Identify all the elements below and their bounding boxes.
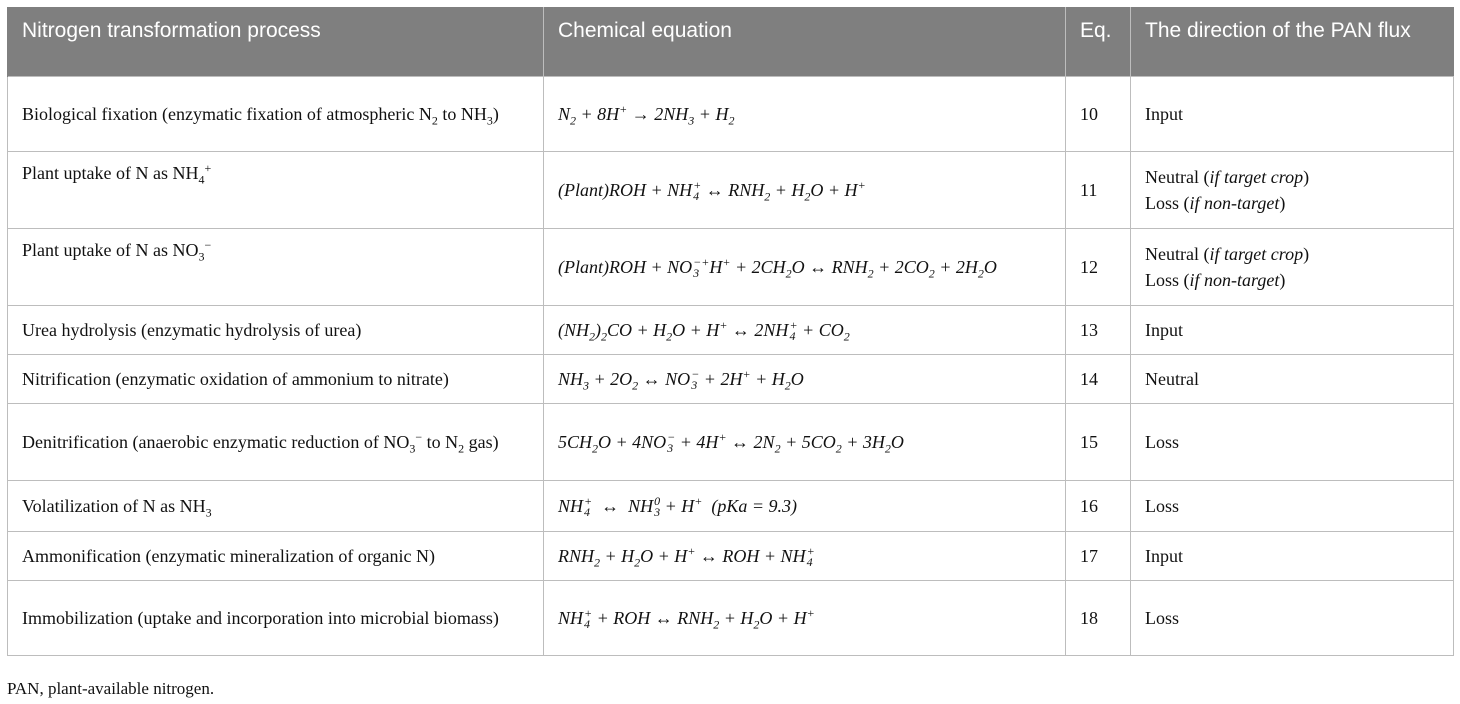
direction-cell: Neutral (if target crop) Loss (if non-target) (1131, 228, 1454, 305)
eq-number-cell: 17 (1066, 531, 1131, 580)
header-equation: Chemical equation (544, 7, 1066, 76)
direction-cell: Neutral (1131, 354, 1454, 403)
table-row (8, 151, 1454, 228)
header-eq-number: Eq. (1066, 7, 1131, 76)
equation-cell: NH + 4 ↔ NH 0 3 + H+ (pKa = 9.3) (544, 480, 1066, 531)
table-header-row (8, 7, 1454, 76)
direction-cell: Loss (1131, 480, 1454, 531)
process-cell: Plant uptake of N as $NO_3^-$ (8, 228, 544, 305)
nitrogen-transformation-table (7, 7, 1454, 656)
equation-cell: (Plant)ROH + NO −+ 3 $H^+ + 2CH_2O$ ↔ $RNH_2 + 2CO_2 + 2H_2O$ (544, 228, 1066, 305)
direction-cell: Input (1131, 305, 1454, 354)
table-row (8, 305, 1454, 354)
direction-cell: Loss (1131, 580, 1454, 655)
equation-cell: $N_2 + 8H^+ \to 2NH_3 + H_2$ (544, 76, 1066, 151)
process-cell: Volatilization of N as $NH_3$ (8, 480, 544, 531)
eq-number-cell: 15 (1066, 403, 1131, 480)
direction-cell: Loss (1131, 403, 1454, 480)
equation-cell: $5CH_2O + 4NO$ − 3 + 4H+ ↔ $2N_2 + 5CO_2 + 3H_2O$ (544, 403, 1066, 480)
table-footnote: PAN, plant-available nitrogen. (7, 679, 215, 698)
eq-number-cell: 11 (1066, 151, 1131, 228)
table-row (8, 480, 1454, 531)
process-cell: Nitrification (enzymatic oxidation of ammonium to nitrate) (8, 354, 544, 403)
eq-number-cell: 13 (1066, 305, 1131, 354)
header-direction: The direction of the PAN flux (1131, 7, 1454, 76)
direction-cell: Neutral (if target crop) Loss (if non-target) (1131, 151, 1454, 228)
eq-number-cell: 10 (1066, 76, 1131, 151)
header-process: Nitrogen transformation process (8, 7, 544, 76)
table-row (8, 76, 1454, 151)
eq-number-cell: 14 (1066, 354, 1131, 403)
eq-number-cell: 12 (1066, 228, 1131, 305)
process-cell: Urea hydrolysis (enzymatic hydrolysis of urea) (8, 305, 544, 354)
direction-cell: Input (1131, 531, 1454, 580)
equation-cell: $(NH_2)_2CO + H_2O + H^+$ ↔ 2NH + 4 + $CO_2$ (544, 305, 1066, 354)
eq-number-cell: 18 (1066, 580, 1131, 655)
table-row (8, 228, 1454, 305)
equation-cell: NH + 4 + ROH ↔ $RNH_2 + H_2O + H^+$ (544, 580, 1066, 655)
direction-cell: Input (1131, 76, 1454, 151)
table-row (8, 531, 1454, 580)
table-row (8, 354, 1454, 403)
equation-cell: (Plant)ROH + NH + 4 ↔ $RNH_2 + H_2O + H^+$ (544, 151, 1066, 228)
process-cell: Ammonification (enzymatic mineralization of organic N) (8, 531, 544, 580)
table-row (8, 580, 1454, 655)
equation-cell: $RNH_2 + H_2O + H^+$ ↔ ROH + NH + 4 (544, 531, 1066, 580)
eq-number-cell: 16 (1066, 480, 1131, 531)
process-cell: Immobilization (uptake and incorporation into microbial biomass) (8, 580, 544, 655)
table-row (8, 403, 1454, 480)
process-cell: Plant uptake of N as $NH_4^+$ (8, 151, 544, 228)
equation-cell: $NH_3 + 2O_2$ ↔ NO − 3 + $2H^+ + H_2O$ (544, 354, 1066, 403)
process-cell: Biological fixation (enzymatic fixation of atmospheric $N_2$ to $NH_3$) (8, 76, 544, 151)
process-cell: Denitrification (anaerobic enzymatic reduction of $NO_3^-$ to $N_2$ gas) (8, 403, 544, 480)
